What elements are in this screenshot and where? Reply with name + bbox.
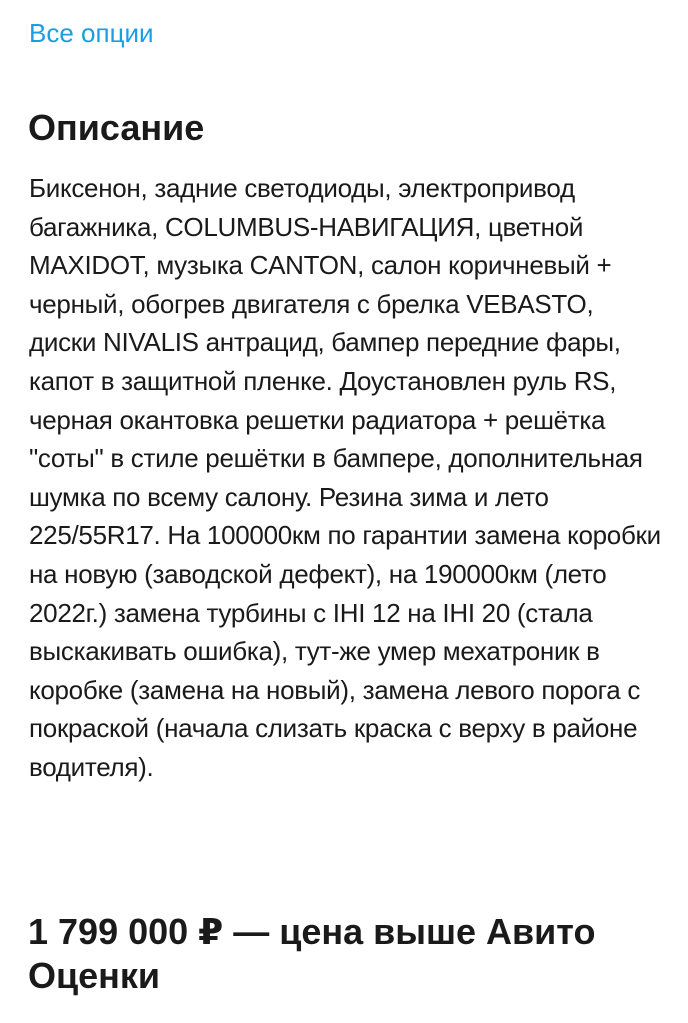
price-heading: 1 799 000 ₽ — цена выше Авито Оценки [28, 911, 596, 996]
all-options-link[interactable]: Все опции [29, 18, 154, 48]
description-title: Описание [28, 107, 205, 148]
description-text: Биксенон, задние светодиоды, электропривод багажника, COLUMBUS-НАВИГАЦИЯ, цветной MAXIDOT, музыка CANTON, салон коричневый + черный, обогрев двигателя с брелка VEBASTO, диски NIVALIS антрацид, бампер передние фары, капот в защитной пленке. Доустановлен руль RS, черная окантовка решетки радиатора + решётка "соты" в стиле решётки в бампере, дополнительная шумка по всему салону. Резина зима и лето 225/55R17. На 100000км по гарантии замена коробки на новую (заводской дефект), на 190000км (лето 2022г.) замена турбины с IHI 12 на IHI 20 (стала выскакивать ошибка), тут-же умер мехатроник в коробке (замена на новый), замена левого порога с покраской (начала слизать краска с верху в районе водителя). [29, 173, 661, 782]
